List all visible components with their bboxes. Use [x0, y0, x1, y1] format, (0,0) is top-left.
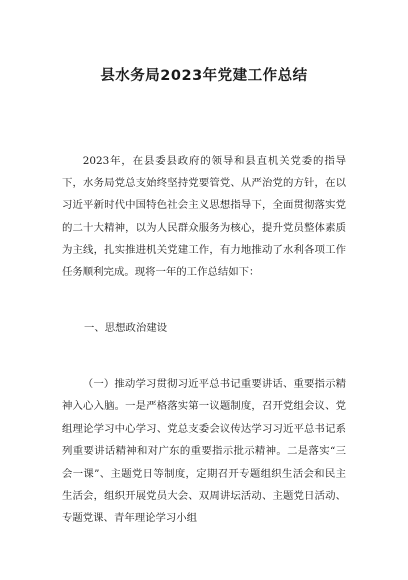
section-heading-political-construction: 一、思想政治建设 — [84, 322, 168, 334]
subsection-paragraph-study: （一）推动学习贯彻习近平总书记重要讲话、重要指示精神入心入脑。一是严格落实第一议题制度，召开党组会议、党组理论学习中心学习、党总支委会议传达学习习近平总书记系列重要讲话精神和对广东的重要指示批示精神。二是落实“三会一课”、主题党日等制度，定期召开专题组织生活会和民主生活会，组织开展党员大会、双周讲坛活动、主题党日活动、专题党课、青年理论学习小组 — [62, 378, 346, 525]
intro-paragraph: 2023年，在县委县政府的领导和县直机关党委的指导下，水务局党总支始终坚持党要管党、从严治党的方针，在以习近平新时代中国特色社会主义思想指导下，全面贯彻落实党的二十大精神，以为人民群众服务为核心，提升党员整体素质为主线，扎实推进机关党建工作，有力地推动了水利各项工作任务顺利完成。现将一年的工作总结如下： — [62, 155, 346, 279]
document-title: 县水务局2023年党建工作总结 — [100, 68, 308, 84]
